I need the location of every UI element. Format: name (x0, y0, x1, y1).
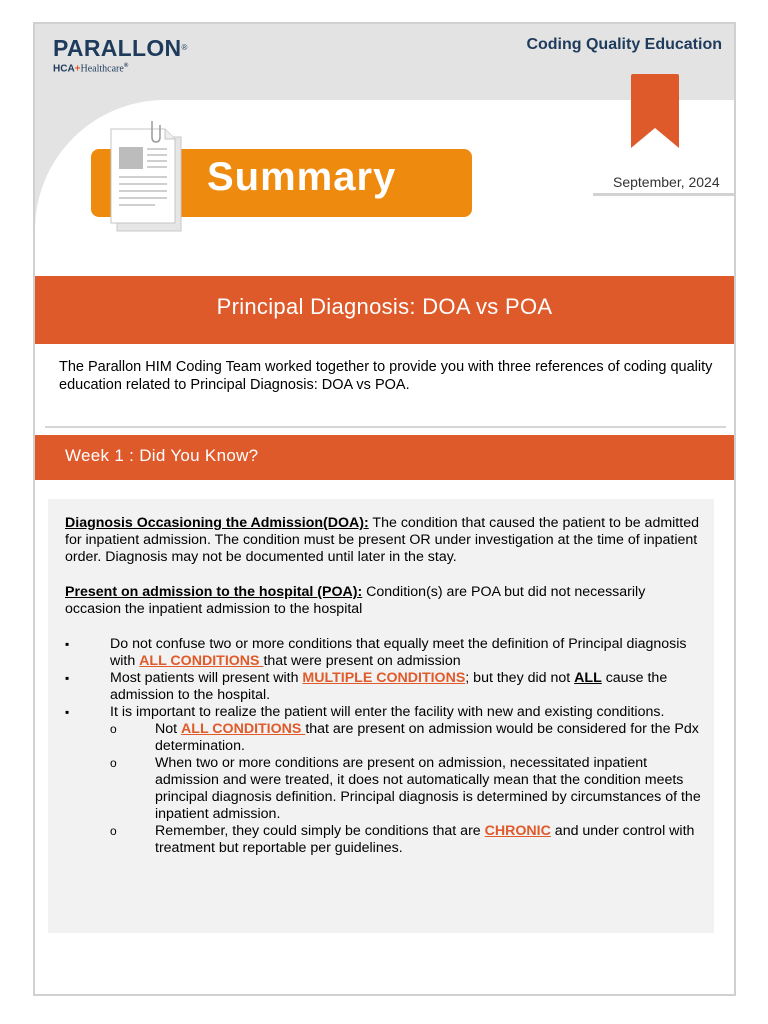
sub-bullet-marker: o (110, 824, 117, 838)
highlight-multiple-conditions: MULTIPLE CONDITIONS (302, 670, 466, 686)
date-underline (593, 193, 736, 196)
content-body (65, 515, 705, 857)
logo-hca: HCA (53, 63, 75, 75)
bullet-marker: ▪ (65, 671, 70, 685)
sub-list-item: o When two or more conditions are present on admission, necessitated inpatient admission and were treated, it does not automatically mean that the condition meets principal diagnosis definition. Principal diagnosis is determined by circumstances of the inpatient admission. (110, 755, 701, 822)
week-title: Week 1 : Did You Know? (65, 446, 259, 465)
parallon-logo (53, 36, 188, 75)
bullet-marker: ▪ (65, 705, 70, 719)
doa-paragraph (65, 515, 705, 566)
list-item: ▪ Do not confuse two or more conditions that equally meet the definition of Principal diagnosis with ALL CONDITIONS that were present on admission (65, 636, 687, 669)
bullet-marker: ▪ (65, 637, 70, 651)
highlight-chronic: CHRONIC (484, 823, 551, 839)
highlight-all-conditions: ALL CONDITIONS (139, 653, 264, 669)
logo-wordmark: PARALLON (53, 35, 182, 61)
issue-date: September, 2024 (613, 174, 720, 190)
newsletter-page (33, 22, 736, 996)
document-icon (105, 119, 189, 237)
week-title-bar (35, 435, 734, 480)
doa-text: The condition that caused the patient to be admitted for inpatient admission. The condition must be present OR under investigation at the time of inpatient order. Diagnosis may not be documented until later in the stay. (65, 515, 699, 565)
divider (45, 426, 726, 428)
sub-bullet-marker: o (110, 756, 117, 770)
list-item: ▪ Most patients will present with MULTIPLE CONDITIONS; but they did not ALL cause the admission to the hospital. (65, 670, 668, 703)
sub-list-item: o Not ALL CONDITIONS that are present on admission would be considered for the Pdx determination. (110, 721, 699, 754)
list-item: ▪ It is important to realize the patient will enter the facility with new and existing conditions. o Not ALL CONDITIONS that are present on admission would be considered for the Pdx determination. o When two or more conditions are present on admission, necessitated inpatient admission and were treated, it does not automatically mean that the condition meets principal diagnosis definition. Principal diagnosis is determined by circumstances of the inpatient admission. o Remember, they could simply be conditions that are CHRONIC and under control with treatment but reportable per guidelines. (65, 704, 705, 857)
summary-label: Summary (207, 155, 397, 199)
section-title: Principal Diagnosis: DOA vs POA (216, 294, 553, 319)
logo-plus: + (74, 63, 81, 75)
poa-paragraph (65, 584, 705, 618)
sub-bullet-marker: o (110, 722, 117, 736)
highlight-all-conditions: ALL CONDITIONS (181, 721, 306, 737)
doa-term: Diagnosis Occasioning the Admission(DOA): (65, 515, 369, 531)
sub-list-item: o Remember, they could simply be conditions that are CHRONIC and under control with treatment but reportable per guidelines. (110, 823, 695, 856)
poa-text: Condition(s) are POA but did not necessarily occasion the inpatient admission to the hospital (65, 584, 646, 617)
logo-healthcare: Healthcare (80, 63, 124, 75)
header-title: Coding Quality Education (526, 36, 722, 53)
emphasis-all: ALL (574, 670, 602, 686)
sub-list (110, 721, 705, 857)
intro-paragraph: The Parallon HIM Coding Team worked together to provide you with three references of coding quality education related to Principal Diagnosis: DOA vs POA. (59, 359, 713, 393)
logo-healthcare-registered: ® (123, 63, 129, 69)
poa-term: Present on admission to the hospital (POA): (65, 584, 363, 600)
bookmark-icon (631, 74, 679, 148)
section-title-bar (35, 276, 734, 344)
logo-registered: ® (181, 43, 188, 52)
content-box (48, 499, 714, 933)
bullet-list (65, 636, 705, 857)
